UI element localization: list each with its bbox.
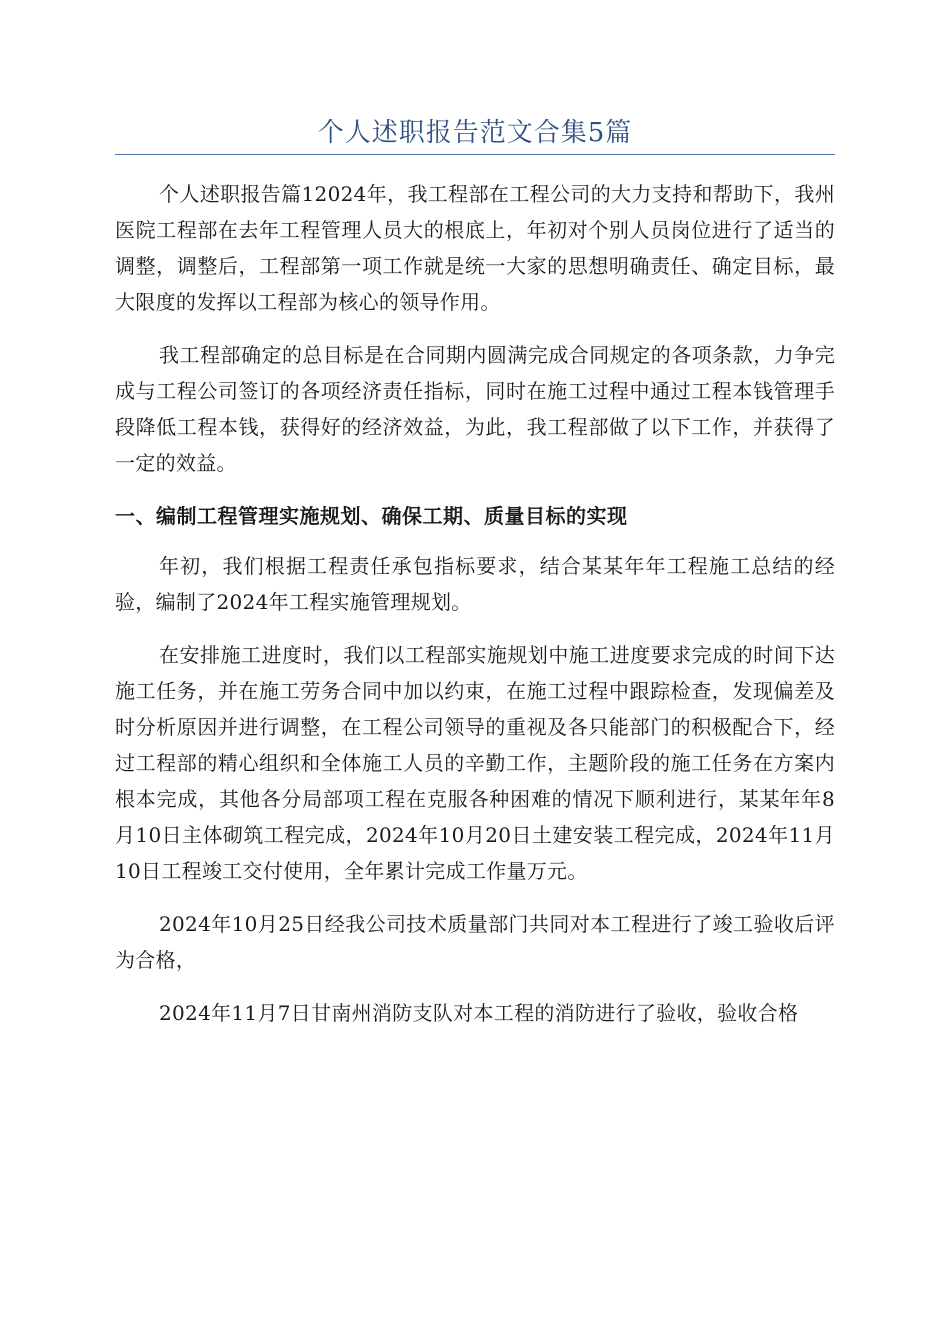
title-underline — [115, 154, 835, 155]
paragraph-intro: 个人述职报告篇12024年，我工程部在工程公司的大力支持和帮助下，我州医院工程部在去年工程管理人员大的根底上，年初对个别人员岗位进行了适当的调整，调整后，工程部第一项工作就是统一大家的思想明确责任、确定目标，最大限度的发挥以工程部为核心的领导作用。 — [115, 182, 835, 314]
paragraph-planning: 年初，我们根据工程责任承包指标要求，结合某某年年工程施工总结的经验，编制了2024年工程实施管理规划。 — [115, 554, 835, 614]
paragraph-goal: 我工程部确定的总目标是在合同期内圆满完成合同规定的各项条款，力争完成与工程公司签订的各项经济责任指标，同时在施工过程中通过工程本钱管理手段降低工程本钱，获得好的经济效益，为此，我工程部做了以下工作，并获得了一定的效益。 — [115, 343, 835, 475]
paragraph-schedule: 在安排施工进度时，我们以工程部实施规划中施工进度要求完成的时间下达施工任务，并在施工劳务合同中加以约束，在施工过程中跟踪检查，发现偏差及时分析原因并进行调整，在工程公司领导的重视及各只能部门的积极配合下，经过工程部的精心组织和全体施工人员的辛勤工作，主题阶段的施工任务在方案内根本完成，其他各分局部项工程在克服各种困难的情况下顺利进行，某某年年8月10日主体砌筑工程完成，2024年10月20日土建安装工程完成，2024年11月10日工程竣工交付使用，全年累计完成工作量万元。 — [115, 643, 835, 883]
paragraph-acceptance: 2024年10月25日经我公司技术质量部门共同对本工程进行了竣工验收后评为合格， — [115, 912, 835, 972]
document-title: 个人述职报告范文合集5篇 — [317, 118, 633, 148]
document-body — [115, 176, 835, 1048]
paragraph-fire-inspection: 2024年11月7日甘南州消防支队对本工程的消防进行了验收，验收合格 — [159, 1001, 799, 1025]
section-heading: 一、编制工程管理实施规划、确保工期、质量目标的实现 — [115, 504, 628, 528]
